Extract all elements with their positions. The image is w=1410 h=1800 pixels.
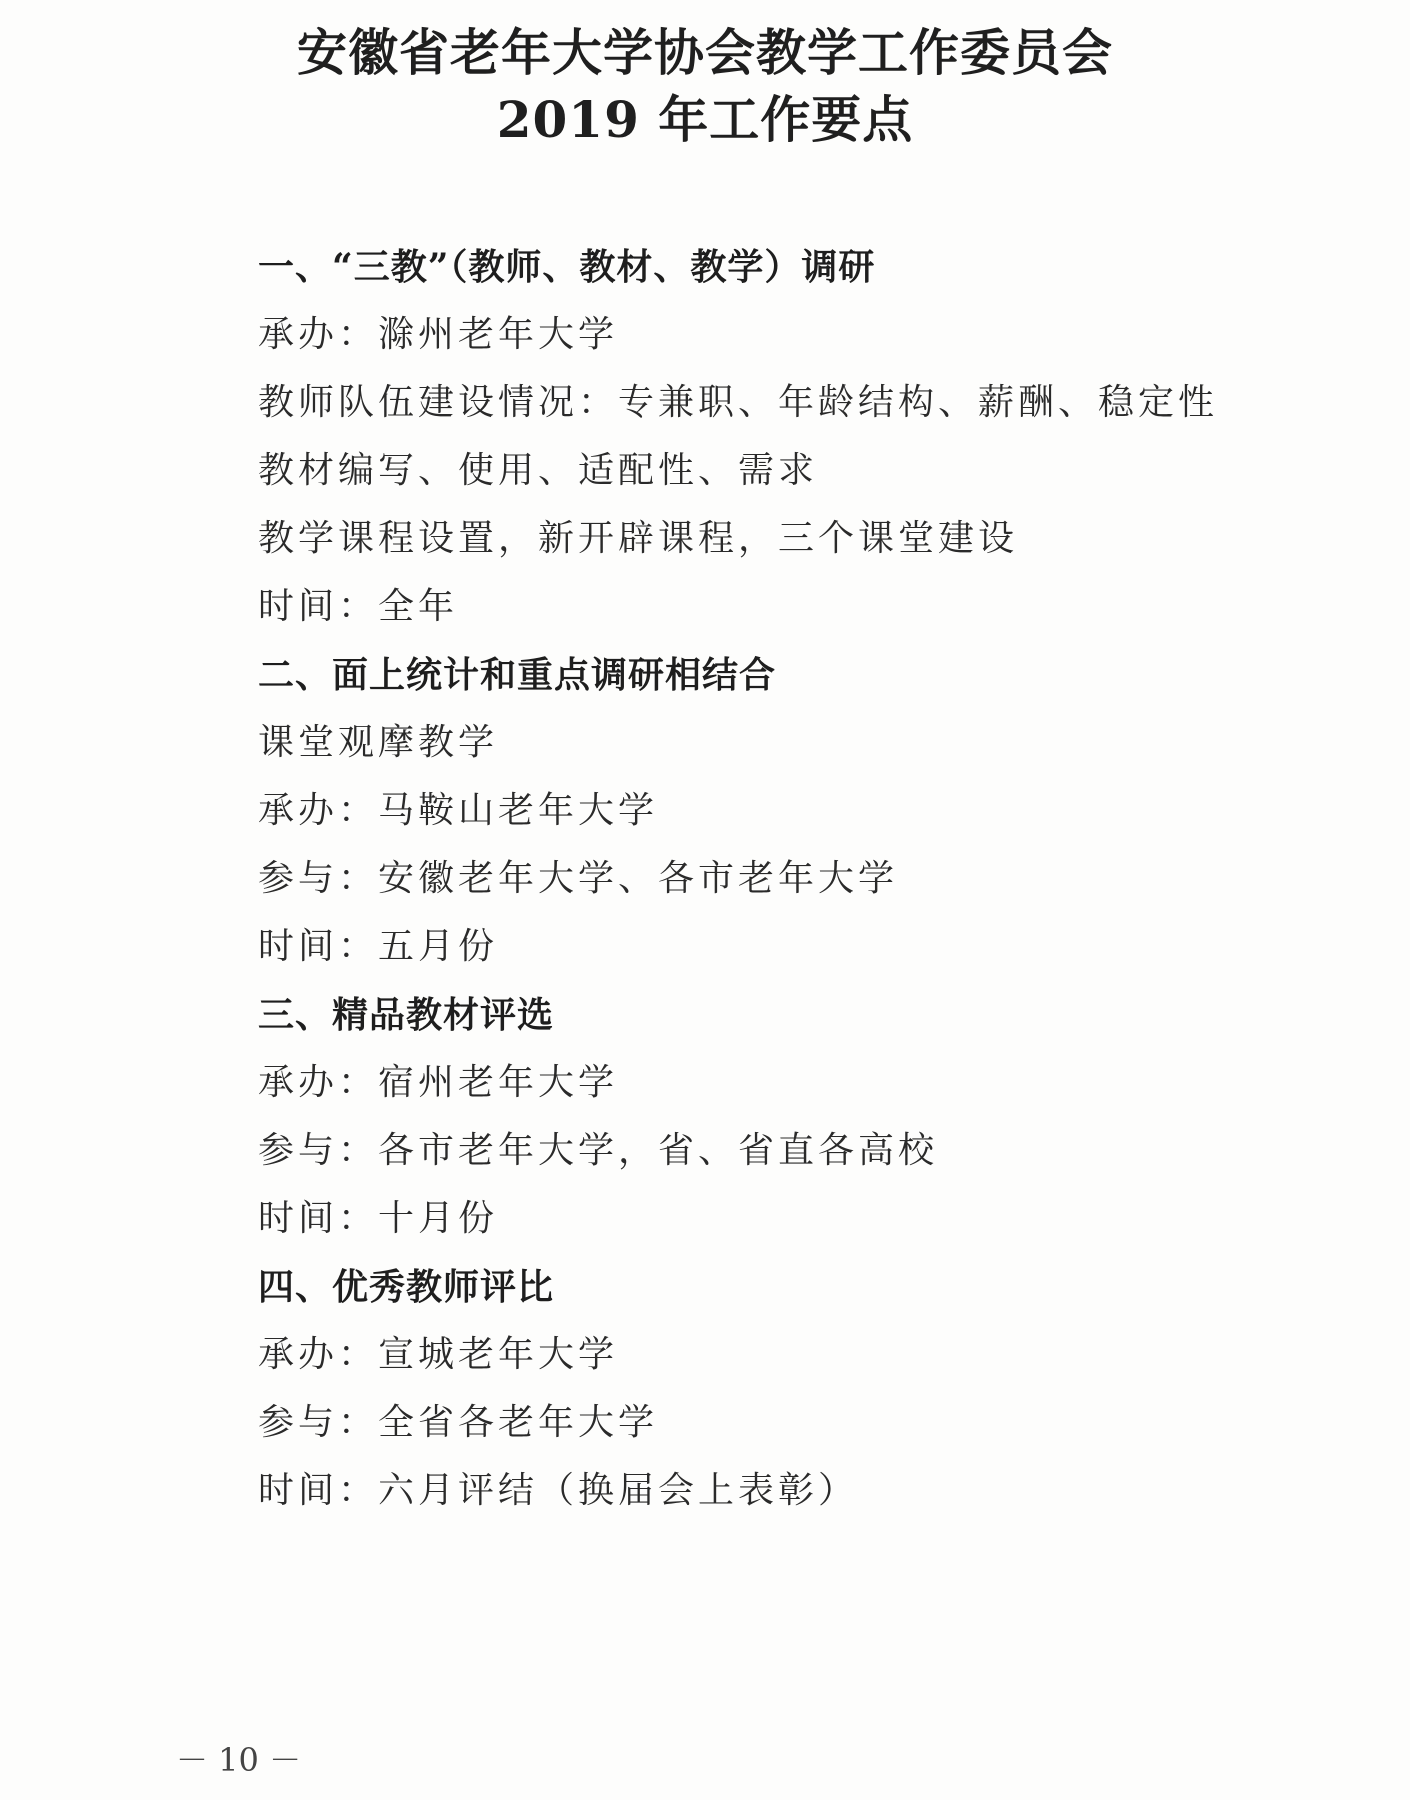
body-line: 教材编写、使用、适配性、需求 [258,450,819,491]
document-title-line-1: 安徽省老年大学协会教学工作委员会 [297,23,1113,82]
section-heading-3: 三、精品教材评选 [258,994,555,1036]
body-line: 承办：宿州老年大学 [258,1062,619,1103]
section-heading-2: 二、面上统计和重点调研相结合 [258,654,777,696]
body-line: 承办：滁州老年大学 [258,314,619,355]
document-title-line-2: 2019 年工作要点 [496,90,914,149]
body-line: 教师队伍建设情况：专兼职、年龄结构、薪酬、稳定性 [258,382,1219,423]
body-line: 时间：十月份 [258,1198,499,1239]
section-heading-4: 四、优秀教师评比 [258,1266,555,1308]
body-line: 承办：宣城老年大学 [258,1334,619,1375]
document-body [258,233,1298,1525]
body-line: 时间：六月评结（换届会上表彰） [258,1470,859,1511]
body-line: 时间：全年 [258,586,459,627]
body-line: 教学课程设置，新开辟课程，三个课堂建设 [258,518,1019,559]
body-line: 时间：五月份 [258,926,499,967]
body-line: 承办：马鞍山老年大学 [258,790,659,831]
body-line: 参与：安徽老年大学、各市老年大学 [258,858,899,899]
section-heading-1: 一、“三教”（教师、教材、教学）调研 [258,246,876,288]
body-line: 课堂观摩教学 [258,722,499,763]
page-number: － 10 － [176,1741,302,1779]
body-line: 参与：各市老年大学，省、省直各高校 [258,1130,939,1171]
body-line: 参与：全省各老年大学 [258,1402,659,1443]
